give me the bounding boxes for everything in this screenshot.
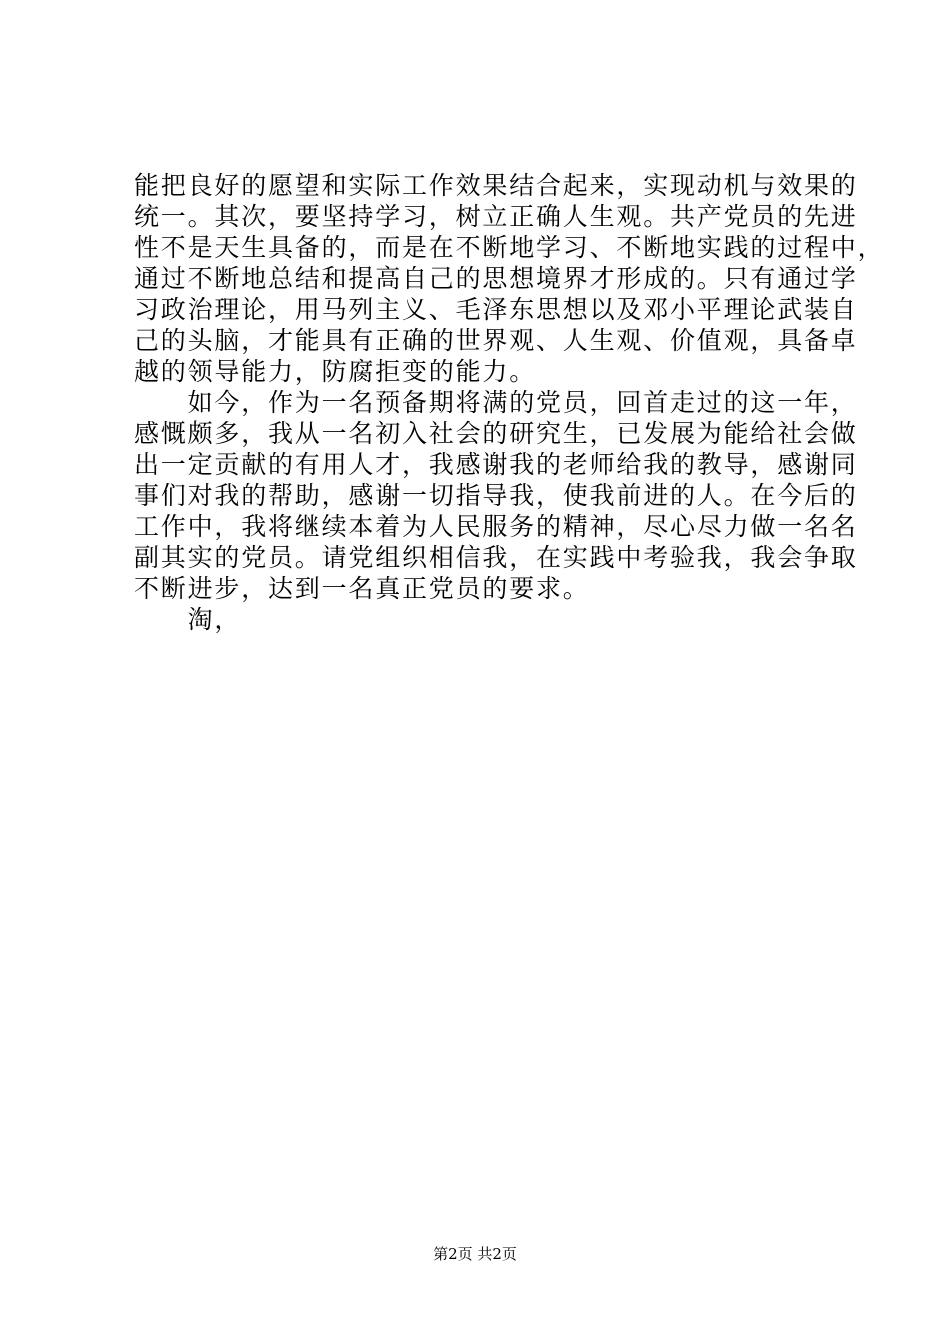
text-line: 事们对我的帮助，感谢一切指导我，使我前进的人。在今后的 [134, 481, 858, 510]
page-number-label: 第2页 共2页 [433, 1245, 517, 1263]
text-line: 工作中，我将继续本着为人民服务的精神，尽心尽力做一名名 [134, 512, 858, 541]
text-line: 感慨颇多，我从一名初入社会的研究生，已发展为能给社会做 [134, 419, 858, 448]
document-body [134, 170, 885, 635]
text-line: 越的领导能力，防腐拒变的能力。 [134, 357, 537, 386]
text-line: 性不是天生具备的，而是在不断地学习、不断地实践的过程中， [134, 233, 885, 262]
text-line: 通过不断地总结和提高自己的思想境界才形成的。只有通过学 [134, 264, 858, 293]
text-line: 己的头脑，才能具有正确的世界观、人生观、价值观，具备卓 [134, 326, 858, 355]
text-line: 副其实的党员。请党组织相信我，在实践中考验我，我会争取 [134, 543, 858, 572]
text-line: 能把良好的愿望和实际工作效果结合起来，实现动机与效果的 [134, 171, 858, 200]
page-footer [0, 1244, 950, 1264]
text-line: 如今，作为一名预备期将满的党员，回首走过的这一年， [134, 388, 858, 417]
text-line: 习政治理论，用马列主义、毛泽东思想以及邓小平理论武装自 [134, 295, 858, 324]
text-line: 淘， [134, 605, 242, 634]
text-line: 统一。其次，要坚持学习，树立正确人生观。共产党员的先进 [134, 202, 858, 231]
text-line: 出一定贡献的有用人才，我感谢我的老师给我的教导，感谢同 [134, 450, 858, 479]
text-line: 不断进步，达到一名真正党员的要求。 [134, 574, 590, 603]
